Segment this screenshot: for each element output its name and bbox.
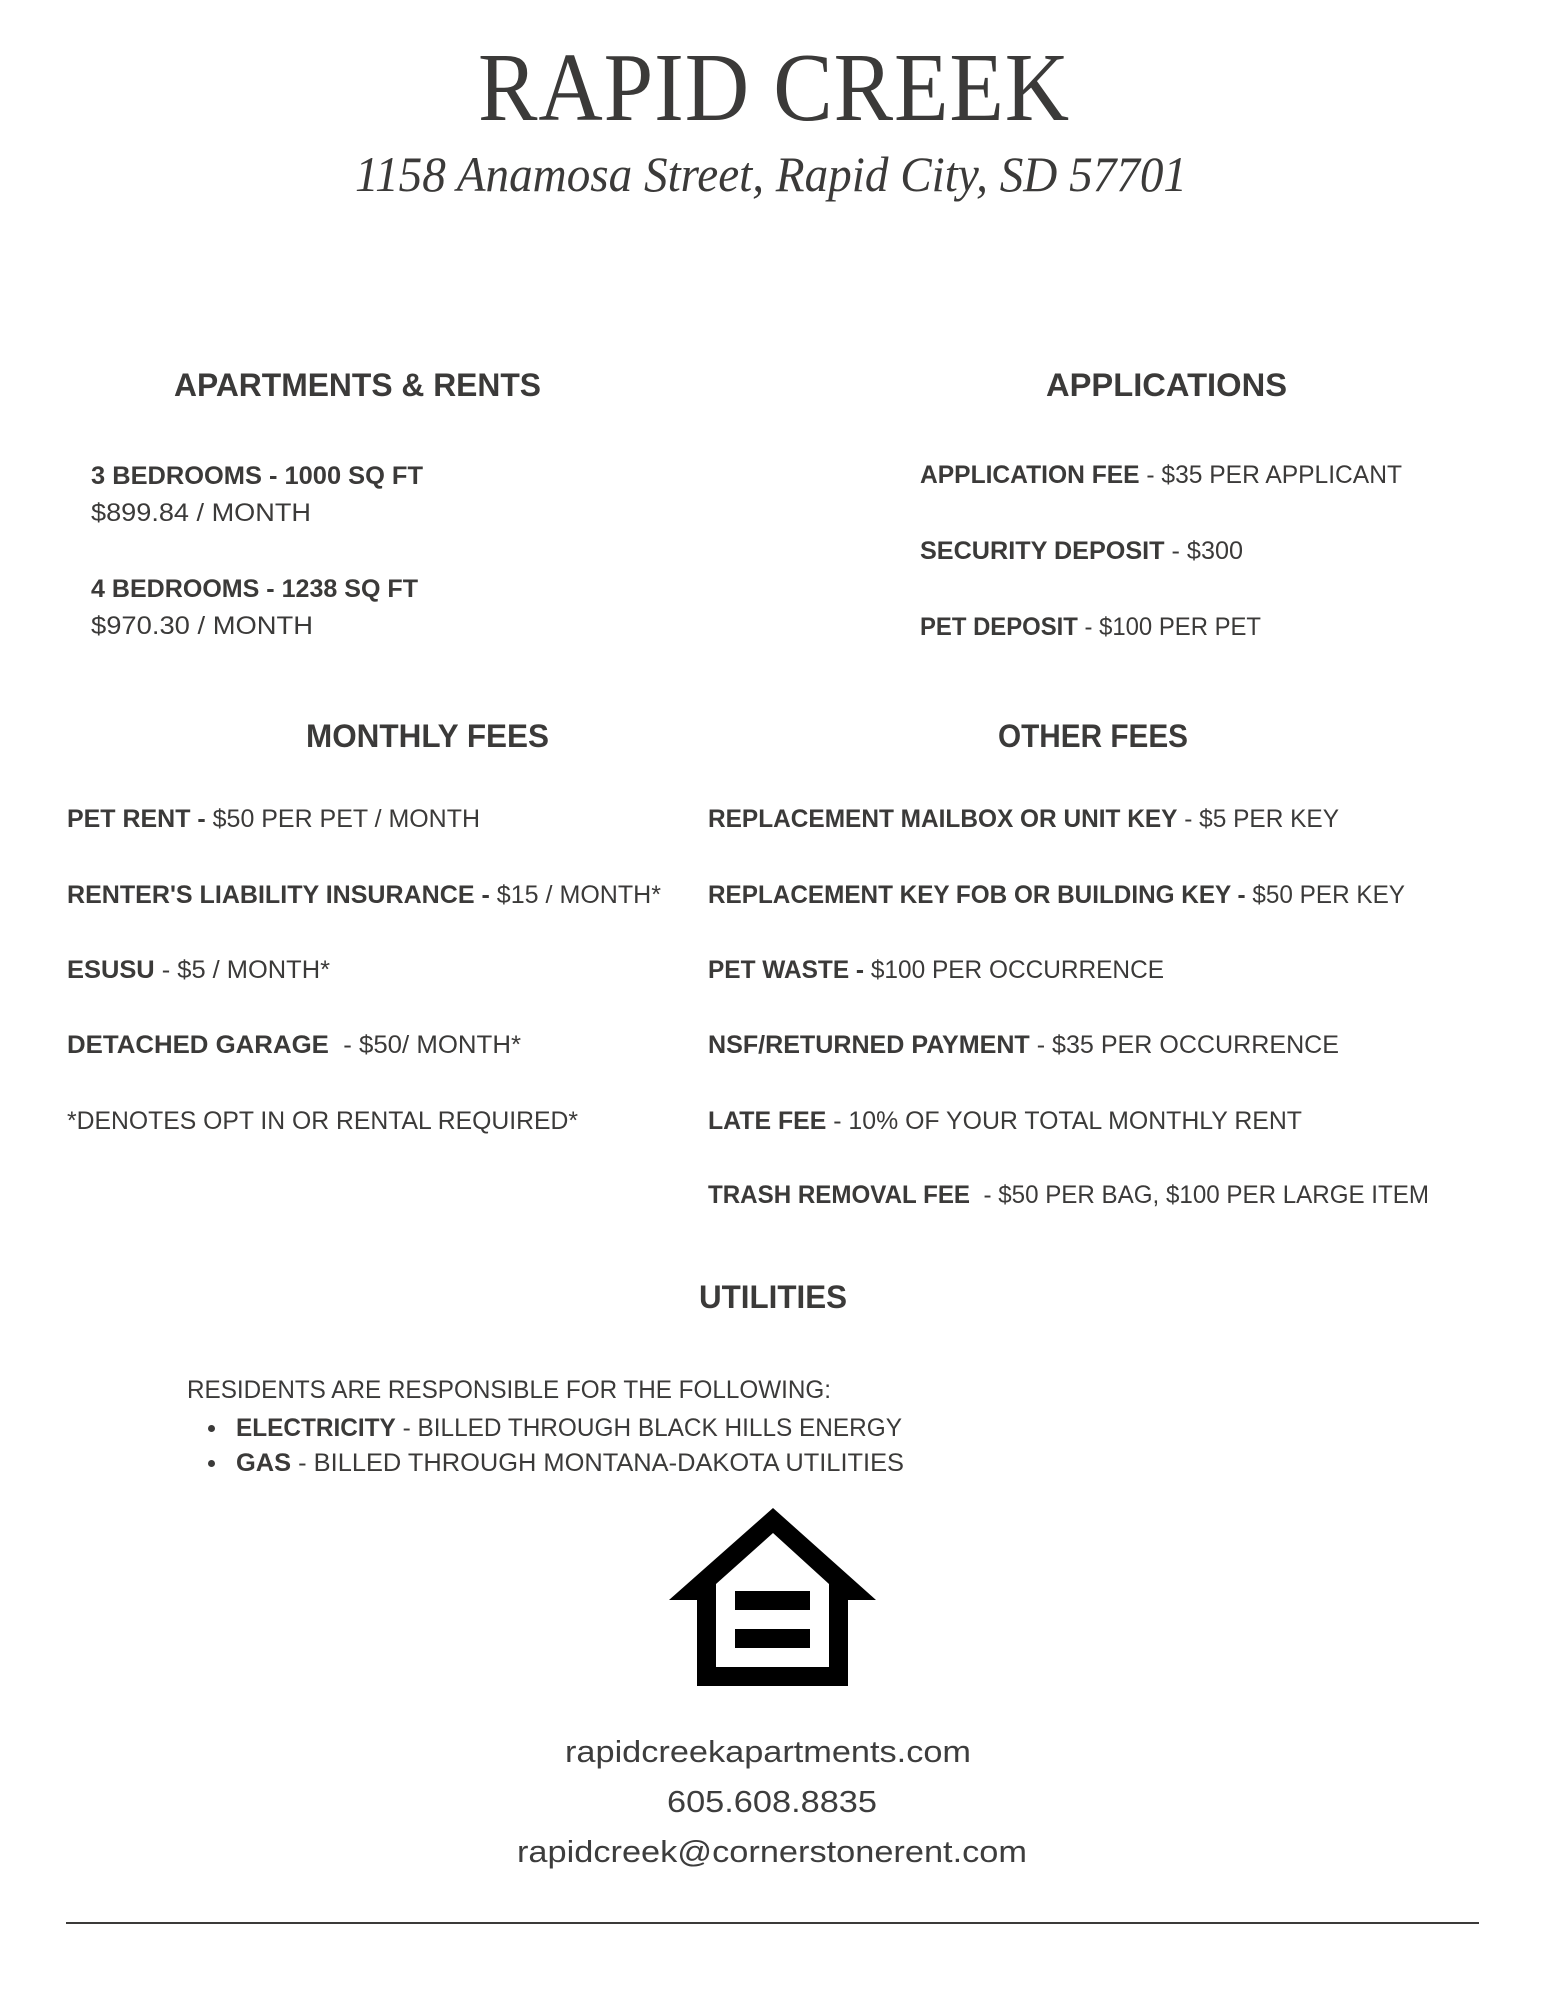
item-value: - BILLED THROUGH BLACK HILLS ENERGY [395,1413,902,1442]
monthly-fee-item [67,804,481,833]
item-value: $50 PER PET / MONTH [205,804,481,833]
item-value: $100 PER OCCURRENCE [864,955,1164,984]
other-fee-item [708,1030,1339,1059]
phone-number[interactable]: 605.608.8835 [667,1784,877,1820]
item-value: - 10% OF YOUR TOTAL MONTHLY RENT [826,1106,1302,1135]
item-label: REPLACEMENT KEY FOB OR BUILDING KEY - [708,880,1246,909]
item-label: ESUSU [67,955,155,984]
utility-item [236,1413,902,1442]
item-value: - BILLED THROUGH MONTANA-DAKOTA UTILITIES [291,1448,904,1477]
other-fee-item [708,1106,1302,1135]
item-value: - $50/ MONTH* [336,1030,521,1059]
item-label: NSF/RETURNED PAYMENT [708,1030,1030,1059]
item-value: - $5 / MONTH* [154,955,330,984]
page-title: RAPID CREEK [478,33,1070,142]
monthly-fees-heading: MONTHLY FEES [306,718,549,755]
item-value: - $100 PER PET [1077,612,1261,641]
bullet-icon [208,1425,215,1432]
applications-heading: APPLICATIONS [1046,367,1287,404]
equal-bar-bottom [735,1629,810,1648]
other-fee-item [708,804,1339,833]
item-value: $50 PER KEY [1245,880,1405,909]
application-item [920,612,1261,641]
other-fee-item [708,880,1405,909]
item-label: GAS [236,1448,292,1477]
item-label: PET DEPOSIT [920,612,1078,641]
unit-rent: $899.84 / MONTH [91,498,311,527]
monthly-fees-note: *DENOTES OPT IN OR RENTAL REQUIRED* [67,1106,578,1135]
other-fees-heading: OTHER FEES [998,718,1188,755]
footer-divider [66,1922,1479,1924]
equal-bar-top [735,1591,810,1610]
unit-name-text: 3 BEDROOMS - 1000 SQ FT [91,461,423,490]
monthly-fee-item [67,880,661,909]
item-label: APPLICATION FEE [920,460,1140,489]
item-label: TRASH REMOVAL FEE [708,1180,977,1209]
utilities-intro: RESIDENTS ARE RESPONSIBLE FOR THE FOLLOWING: [187,1375,831,1404]
email-link[interactable]: rapidcreek@cornerstonerent.com [517,1834,1027,1870]
monthly-fee-item [67,955,330,984]
unit-name [91,574,418,603]
property-address: 1158 Anamosa Street, Rapid City, SD 57701 [355,146,1187,202]
item-label: RENTER'S LIABILITY INSURANCE - [67,880,490,909]
item-value: - $50 PER BAG, $100 PER LARGE ITEM [976,1180,1429,1209]
other-fee-item [708,1180,1429,1209]
utility-item [236,1448,904,1477]
item-value: - $35 PER OCCURRENCE [1029,1030,1339,1059]
unit-rent: $970.30 / MONTH [91,611,313,640]
unit-name [91,461,423,490]
item-value: - $35 PER APPLICANT [1139,460,1402,489]
item-value: $15 / MONTH* [489,880,661,909]
application-item [920,460,1402,489]
item-label: SECURITY DEPOSIT [920,536,1165,565]
utilities-heading: UTILITIES [699,1279,847,1316]
monthly-fee-item [67,1030,521,1059]
item-value: - $300 [1164,536,1243,565]
bullet-icon [208,1460,215,1467]
unit-name-text: 4 BEDROOMS - 1238 SQ FT [91,574,418,603]
item-label: REPLACEMENT MAILBOX OR UNIT KEY [708,804,1178,833]
other-fee-item [708,955,1164,984]
item-value: - $5 PER KEY [1177,804,1339,833]
item-label: ELECTRICITY [236,1413,396,1442]
item-label: DETACHED GARAGE [67,1030,337,1059]
item-label: LATE FEE [708,1106,827,1135]
equal-housing-opportunity-icon [660,1500,890,1695]
website-link[interactable]: rapidcreekapartments.com [565,1734,971,1770]
item-label: PET RENT - [67,804,206,833]
apartments-heading: APARTMENTS & RENTS [174,367,541,404]
item-label: PET WASTE - [708,955,865,984]
application-item [920,536,1243,565]
